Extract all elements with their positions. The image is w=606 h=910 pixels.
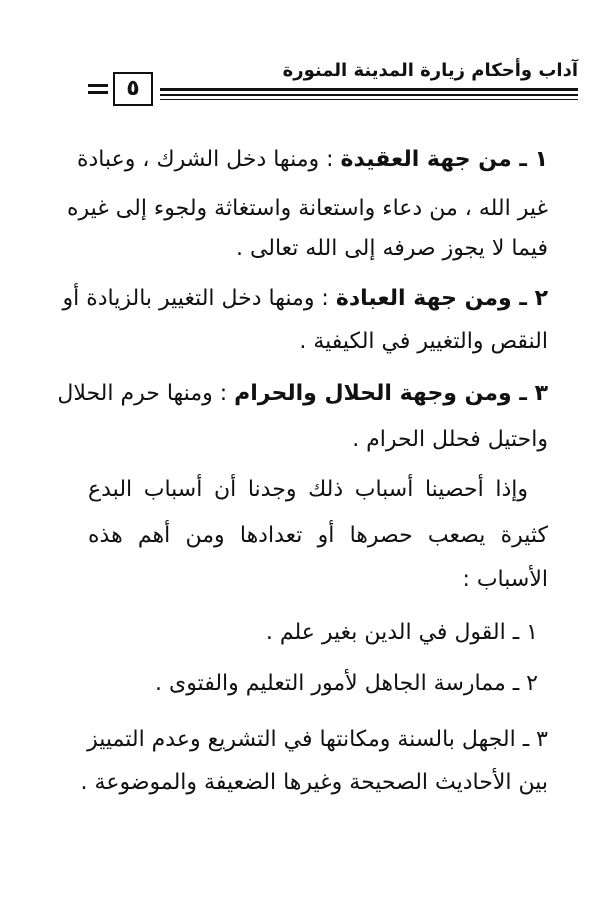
section-heading: ١ ـ من جهة العقيدة (340, 147, 548, 172)
header-rule (160, 94, 578, 96)
paragraph-line: غير الله ، من دعاء واستعانة واستغاثة ولجوء إلى غيره (66, 196, 548, 221)
paragraph-line: النقص والتغيير في الكيفية . (299, 329, 548, 354)
paragraph-line: ٣ ـ الجهل بالسنة ومكانتها في التشريع وعدم التمييز (87, 727, 548, 752)
paragraph-text: : ومنها دخل الشرك ، وعبادة (76, 147, 341, 172)
paragraph-line (57, 378, 548, 410)
section-heading: ٢ ـ ومن جهة العبادة (335, 286, 548, 311)
paragraph-line: فيما لا يجوز صرفه إلى الله تعالى . (235, 236, 548, 261)
paragraph-line: كثيرة يصعب حصرها أو تعدادها ومن أهم هذه (88, 523, 548, 548)
list-item: ٢ ـ ممارسة الجاهل لأمور التعليم والفتوى . (154, 671, 538, 696)
paragraph-line: بين الأحاديث الصحيحة وغيرها الضعيفة والموضوعة . (80, 770, 548, 795)
header-rule (160, 88, 578, 91)
running-title: آداب وأحكام زيارة المدينة المنورة (282, 60, 578, 81)
paragraph-text: : ومنها دخل التغيير بالزيادة أو (62, 286, 336, 311)
section-heading: ٣ ـ ومن وجهة الحلال والحرام (234, 381, 548, 406)
paragraph-line: وإذا أحصينا أسباب ذلك وجدنا أن أسباب البدع (88, 477, 528, 502)
paragraph-text: : ومنها حرم الحلال (57, 381, 235, 406)
page-number: ٥ (113, 72, 153, 106)
paragraph-line (62, 283, 548, 315)
paragraph-line (76, 144, 548, 176)
paragraph-line: واحتيل فحلل الحرام . (352, 427, 548, 452)
paragraph-line: الأسباب : (462, 567, 548, 592)
header-rule (160, 99, 578, 100)
page-number-ornament (88, 84, 108, 98)
list-item: ١ ـ القول في الدين بغير علم . (265, 620, 538, 645)
